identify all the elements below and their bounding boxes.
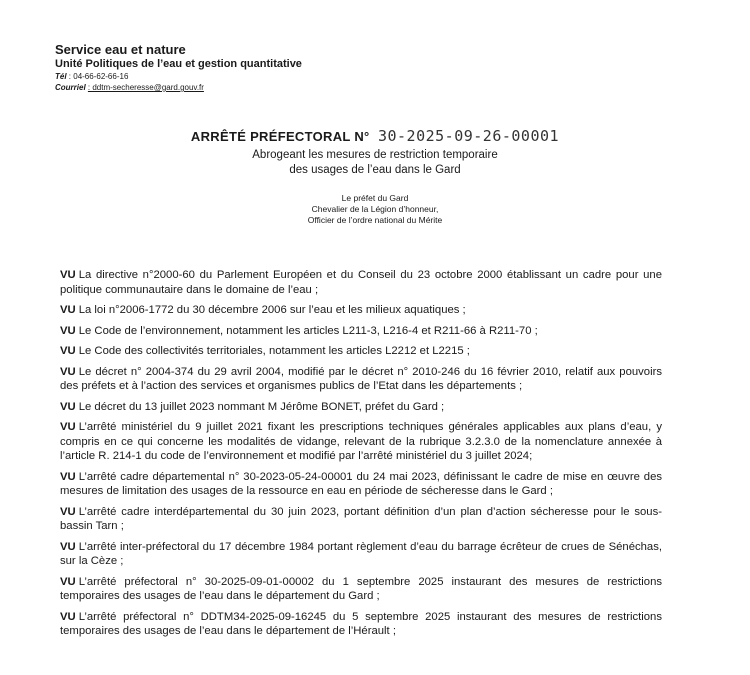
signer-line3: Officier de l’ordre national du Mérite xyxy=(307,215,443,225)
consideration-item xyxy=(60,268,662,297)
consideration-item xyxy=(60,324,662,339)
consideration-item xyxy=(60,365,662,394)
consideration-text: L’arrêté ministériel du 9 juillet 2021 fixant les prescriptions techniques générales applicables aux plans d’eau, y compris en ce qui concerne les modalités de vidange, relevant de la rubrique 3.2.3.0 de la nomenclature annexée à l’article R. 214-1 du code de l’environnement et modifié par l’arrêté ministériel du 3 juillet 2024; xyxy=(60,421,662,462)
considerations-list xyxy=(60,268,662,645)
vu-keyword: VU xyxy=(60,365,76,378)
consideration-text: L’arrêté inter-préfectoral du 17 décembre 1984 portant règlement d’eau du barrage écrêteur de crues de Sénéchas, sur la Cèze ; xyxy=(60,540,662,567)
vu-keyword: VU xyxy=(60,345,76,357)
decree-subtitle-line2: des usages de l’eau dans le Gard xyxy=(289,164,461,176)
consideration-text: Le Code de l’environnement, notamment les articles L211-3, L216-4 et R211-66 à R211-70 ; xyxy=(78,324,538,337)
consideration-item xyxy=(60,470,662,499)
email-link[interactable]: : ddtm-secheresse@gard.gouv.fr xyxy=(87,83,204,92)
decree-title-label: ARRÊTÉ PRÉFECTORAL N° xyxy=(190,129,370,144)
signer-line1: Le préfet du Gard xyxy=(341,193,409,203)
vu-keyword: VU xyxy=(60,470,76,483)
email-line xyxy=(55,82,302,93)
vu-keyword: VU xyxy=(60,575,76,588)
consideration-text: L’arrêté préfectoral n° DDTM34-2025-09-16245 du 5 septembre 2025 instaurant des mesures de restrictions temporaires des usages de l’eau dans le département de l’Hérault ; xyxy=(60,610,662,637)
consideration-item xyxy=(60,344,662,359)
vu-keyword: VU xyxy=(60,400,76,413)
consideration-item xyxy=(60,505,662,534)
phone-label: Tél xyxy=(55,72,67,81)
signer-line2: Chevalier de la Légion d’honneur, xyxy=(311,204,439,214)
email-label: Courriel xyxy=(55,83,86,92)
phone-line xyxy=(55,71,302,82)
consideration-text: L’arrêté préfectoral n° 30-2025-09-01-00002 du 1 septembre 2025 instaurant des mesures de restrictions temporaires des usages de l’eau dans le département du Gard ; xyxy=(60,575,662,602)
decree-number: 30-2025-09-26-00001 xyxy=(377,127,560,145)
consideration-text: La loi n°2006-1772 du 30 décembre 2006 sur l’eau et les milieux aquatiques ; xyxy=(78,304,466,316)
service-name: Service eau et nature xyxy=(55,42,186,57)
consideration-item xyxy=(60,575,662,604)
decree-subtitle-line1: Abrogeant les mesures de restriction temporaire xyxy=(252,149,498,161)
phone-value: : 04-66-62-66-16 xyxy=(68,72,129,81)
consideration-item xyxy=(60,540,662,569)
service-header xyxy=(55,42,302,93)
vu-keyword: VU xyxy=(60,324,76,337)
decree-title xyxy=(0,127,750,146)
consideration-text: Le décret n° 2004-374 du 29 avril 2004, modifié par le décret n° 2010-246 du 16 février 2010, relatif aux pouvoirs des préfets et à l’action des services et organismes publics de l’Etat dans les départements ; xyxy=(60,365,662,392)
consideration-text: L’arrêté cadre interdépartemental du 30 juin 2023, portant définition d’un plan d’action sécheresse pour le sous-bassin Tarn ; xyxy=(60,505,662,532)
consideration-text: L’arrêté cadre départemental n° 30-2023-05-24-00001 du 24 mai 2023, définissant le cadre de mise en œuvre des mesures de limitation des usages de la ressource en eau en période de sécheresse dans le Gard ; xyxy=(60,470,662,497)
vu-keyword: VU xyxy=(60,269,76,281)
vu-keyword: VU xyxy=(60,505,76,518)
vu-keyword: VU xyxy=(60,610,76,623)
consideration-text: Le Code des collectivités territoriales, notamment les articles L2212 et L2215 ; xyxy=(78,345,470,357)
consideration-item xyxy=(60,400,662,415)
consideration-item xyxy=(60,303,662,318)
vu-keyword: VU xyxy=(60,304,76,316)
consideration-text: La directive n°2000-60 du Parlement Européen et du Conseil du 23 octobre 2000 établissant un cadre pour une politique communautaire dans le domaine de l’eau ; xyxy=(60,269,662,296)
consideration-item xyxy=(60,420,662,464)
vu-keyword: VU xyxy=(60,540,76,553)
unit-name: Unité Politiques de l’eau et gestion quantitative xyxy=(55,58,302,70)
vu-keyword: VU xyxy=(60,421,76,433)
consideration-item xyxy=(60,610,662,639)
consideration-text: Le décret du 13 juillet 2023 nommant M Jérôme BONET, préfet du Gard ; xyxy=(78,400,445,413)
